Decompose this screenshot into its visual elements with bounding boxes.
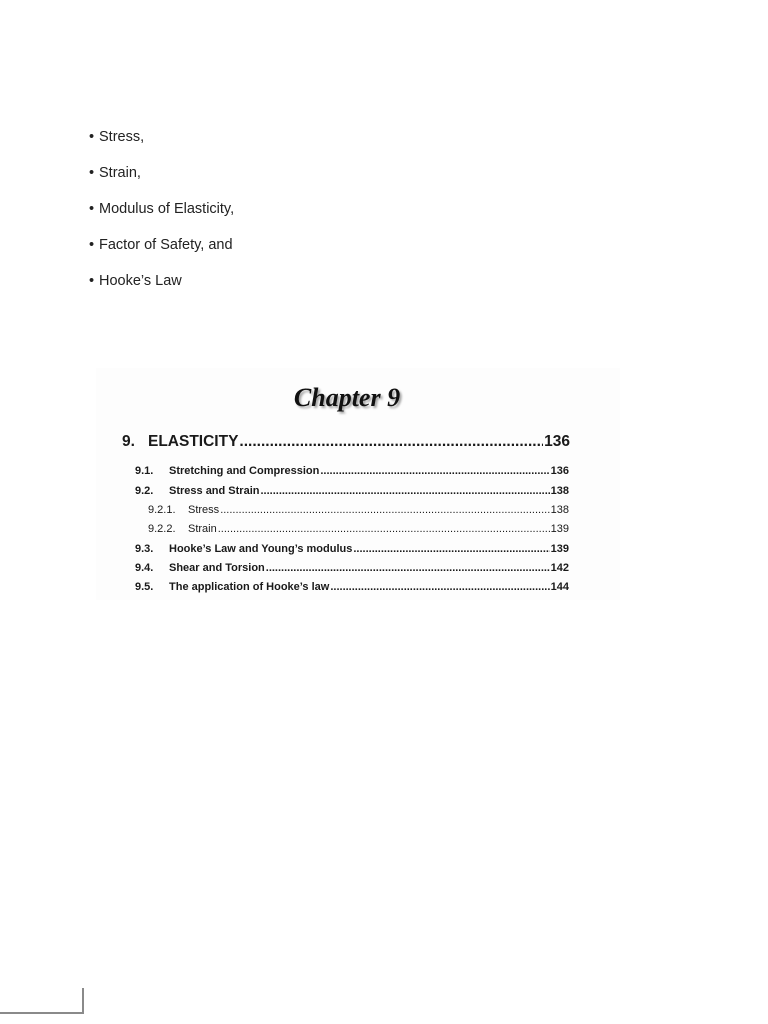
bullet-item [89, 199, 234, 235]
toc-page: 142 [550, 562, 569, 574]
toc-entry [135, 562, 569, 574]
bullet-text: Stress, [99, 129, 145, 145]
toc-entry [148, 523, 569, 535]
toc-title: The application of Hooke’s law [169, 581, 330, 593]
toc-leader [218, 523, 550, 535]
bullet-icon: • [89, 273, 95, 289]
toc-number: 9.5. [135, 581, 154, 593]
toc-title: Strain [188, 523, 217, 535]
page-corner-mark [0, 988, 84, 1014]
bullet-icon: • [89, 129, 95, 145]
bullet-text: Strain, [99, 165, 141, 181]
toc-title: Stretching and Compression [169, 465, 320, 477]
bullet-text: Factor of Safety, and [99, 237, 233, 253]
bullet-icon: • [89, 237, 95, 253]
toc-number: 9.1. [135, 465, 154, 477]
toc-page: 136 [550, 465, 569, 477]
bullet-item [89, 271, 234, 307]
toc-entry [148, 504, 569, 516]
toc-number: 9.2.2. [148, 523, 176, 535]
toc-leader [266, 562, 550, 574]
toc-entry [135, 465, 569, 477]
bullet-text: Modulus of Elasticity, [99, 201, 235, 217]
toc-page: 139 [550, 523, 569, 535]
bullet-icon: • [89, 165, 95, 181]
toc-leader [330, 581, 549, 593]
toc-title: ELASTICITY [148, 433, 239, 450]
toc-leader [260, 485, 549, 497]
toc-leader [353, 543, 549, 555]
toc-leader [220, 504, 549, 516]
toc-title: Stress and Strain [169, 485, 260, 497]
toc-leader [239, 433, 543, 451]
toc-title: Stress [188, 504, 220, 516]
toc-entry [135, 581, 569, 593]
toc-page: 138 [550, 485, 569, 497]
toc-number: 9.2.1. [148, 504, 176, 516]
bullet-list [89, 127, 234, 307]
toc-entry [135, 543, 569, 555]
toc-number: 9. [122, 433, 135, 450]
toc-number: 9.3. [135, 543, 154, 555]
bullet-item [89, 235, 234, 271]
bullet-icon: • [89, 201, 95, 217]
bullet-item [89, 127, 234, 163]
bullet-text: Hooke’s Law [99, 273, 182, 289]
toc-page: 139 [550, 543, 569, 555]
toc-page: 144 [550, 581, 569, 593]
toc-number: 9.2. [135, 485, 154, 497]
toc-title: Shear and Torsion [169, 562, 265, 574]
toc-entry [122, 433, 570, 451]
toc-page: 136 [544, 433, 570, 450]
toc-page: 138 [550, 504, 569, 516]
toc-title: Hooke’s Law and Young’s modulus [169, 543, 353, 555]
toc-leader [320, 465, 549, 477]
chapter-title: Chapter 9 [293, 383, 401, 412]
toc-number: 9.4. [135, 562, 154, 574]
bullet-item [89, 163, 234, 199]
toc-entry [135, 485, 569, 497]
